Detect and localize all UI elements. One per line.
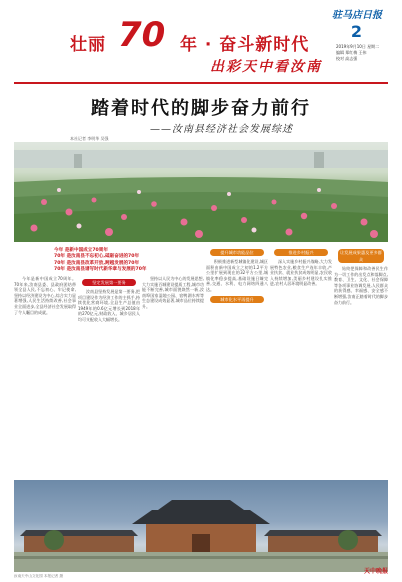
section-title: 提升城市功能品位 (210, 249, 264, 256)
article-column-4 (206, 246, 268, 478)
column-paragraph: 积极推进新型城镇化建设,城区面积由新中国成立之初的1.2平方公里扩展到现在的32平方公里,城镇化率稳步提高,基础设施日臻完善,交通、水利、电力网络四通八达。 (206, 259, 268, 292)
section-title: 坚定发展第一要务 (82, 279, 136, 286)
masthead-left-text: 壮丽 (70, 35, 106, 55)
column-paragraph: 深入实施乡村振兴战略,大力发展特色农业,粮食生产连年丰收,产业扶贫、就业扶贫成效明显,农民收入持续增加,美丽乡村建设扎实推进,农村人居环境明显改善。 (270, 259, 332, 287)
article-column-6 (334, 246, 388, 478)
temple-illustration (14, 480, 388, 572)
section-title: 推进乡村振兴 (274, 249, 328, 256)
peony-field-illustration (14, 142, 388, 242)
edition-line: 校对 高志强 (336, 56, 358, 61)
article-column-2 (78, 276, 140, 478)
article-subhead: ——汝南县经济社会发展综述 (150, 124, 293, 135)
page-number: 2 (350, 22, 362, 41)
edition-info (336, 44, 388, 62)
temple-photo (14, 480, 388, 572)
masthead-right-text: 年 · 奋斗新时代 (180, 35, 310, 55)
highlight-item: 70年 是汝南县谱写时代新华章与发展的70年 (54, 267, 147, 273)
article-headline: 踏着时代的脚步奋力前行 (91, 98, 311, 119)
section-title: 让发展成果惠及更多群众 (338, 249, 384, 263)
masthead-slogan: 出彩天中看汝南 (210, 59, 322, 75)
column-paragraph: 始终把保障和改善民生作为一切工作的出发点和落脚点,教育、卫生、文化、社会保障等各项事业协调发展,人民群众的获得感、幸福感、安全感不断增强,汝南正踏着时代的脚步奋力前行。 (334, 266, 388, 305)
section-title: 城市化水平再提升 (210, 296, 264, 303)
masthead-rule (14, 82, 388, 84)
edition-line: 2019年9月10日 星期二 (336, 44, 380, 49)
highlight-item: 70年 是汝南县不忘初心,砥砺奋进的70年 (54, 254, 140, 260)
highlight-item: 今年 是新中国成立70周年 (54, 248, 108, 253)
photo-caption: 汝南天中山文化园 本报记者 摄 (14, 574, 64, 578)
masthead (0, 0, 402, 86)
column-paragraph: 坚持以人民为中心的发展思想,大力实施百城建设提质工程,城市功能不断完善,城市面貌焕然一新,汝南埠国家湿地公园、宿鸭湖水库等生态建设成效显著,城市品位持续提升。 (142, 276, 204, 309)
column-paragraph: 今年是新中国成立70周年。70年来,汝南县委、县政府团结带领全县人民,不忘初心、牢记使命,坚持以经济建设为中心,综合实力显著增强,人民生活持续改善,社会事业全面进步,全县经济社会发展取得了令人瞩目的成就。 (14, 276, 76, 315)
masthead-number: 70 (118, 15, 166, 55)
edition-line: 编辑 郑红梅 王伟 (336, 50, 367, 55)
corner-watermark: 天中晚报 (363, 568, 388, 575)
article-column-3 (142, 276, 204, 478)
highlight-item: 70年 是汝南县改革开放,跨越发展的70年 (54, 260, 140, 266)
article-column-5 (270, 246, 332, 478)
article-byline: 本社记者 李明华 吴强 (70, 136, 109, 141)
newspaper-logo: 驻马店日报 (332, 10, 382, 21)
column-paragraph: 汝南县坚持发展是第一要务,把项目建设作为经济工作的主抓手,持续优化营商环境,全县生产总值由1949年的0.6亿元增长到2018年的270亿元,财政收入、城乡居民人均可支配收入大幅增长。 (78, 289, 140, 322)
article-column-1 (14, 276, 76, 478)
hero-photo (14, 142, 388, 242)
